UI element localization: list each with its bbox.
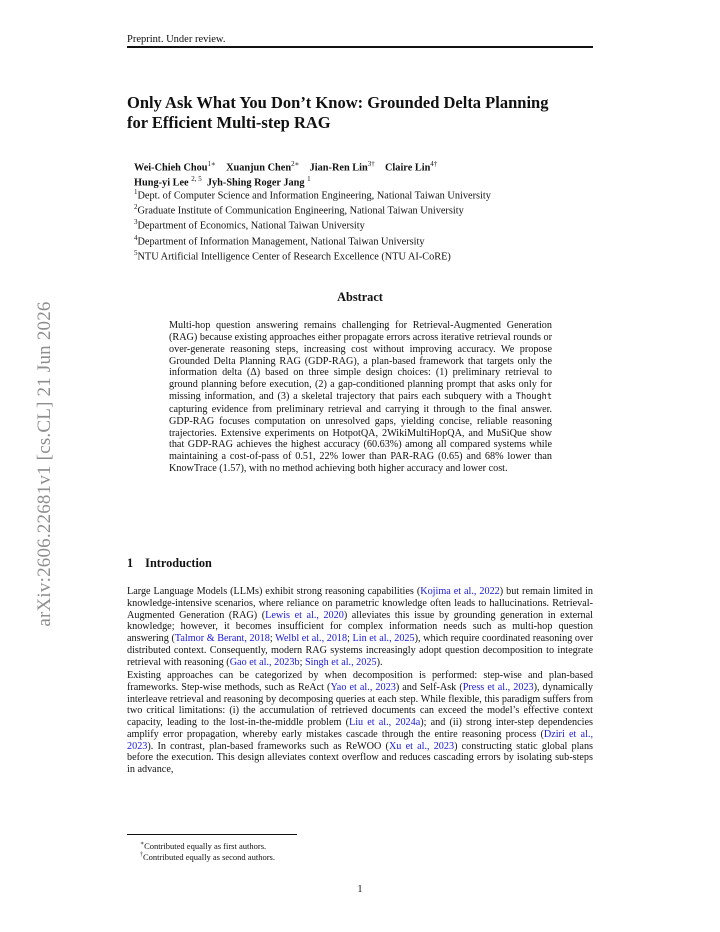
affiliation-number: 2 xyxy=(134,203,138,212)
body-text: ) alleviates this issue by grounding generation in external knowledge; however, it becomes insufficient for complex information needs such as multi-hop question answering ( xyxy=(127,609,593,644)
author-name: Claire Lin xyxy=(385,162,431,174)
affiliation-number: 5 xyxy=(134,248,138,257)
affiliation-text: Department of Economics, National Taiwan University xyxy=(137,220,365,232)
author-mark: 2, 5 xyxy=(191,174,202,183)
abstract-text: capturing evidence from preliminary retrieval and carrying it through to the final answer. GDP-RAG focuses computation on unresolved gaps, yielding concise, reliable reasoning trajectories. Extensive experiments on HotpotQA, 2WikiMultiHopQA, and MuSiQue show that GDP-RAG achieves the highest accuracy (60.63%) among all compared systems while maintaining a cost-of-pass of 0.51, 22% lower than PAR-RAG (0.65) and 68% lower than KnowTrace (1.57), with no method achieving both higher accuracy and lower cost. xyxy=(169,403,552,475)
author-mark: 1 xyxy=(307,174,311,183)
body-text: ) and Self-Ask ( xyxy=(395,681,463,693)
citation-link[interactable]: Lewis et al., 2020 xyxy=(265,609,344,621)
author-name: Jian-Ren Lin xyxy=(309,162,368,174)
body-text: ); and (ii) strong inter-step dependencies amplify error propagation, whereby early mistakes cascade through the entire reasoning process ( xyxy=(127,717,593,740)
body-text: ) constructing static global plans before the execution. This design alleviates context overflow and reduces cascading errors by isolating sub-steps in advance, xyxy=(127,740,593,775)
citation-link[interactable]: Yao et al., 2023 xyxy=(330,681,396,693)
footnote xyxy=(140,850,275,862)
running-header: Preprint. Under review. xyxy=(127,34,226,45)
body-text: ), which require coordinated reasoning over distributed context. Consequently, modern RAG systems increasingly adopt question decomposition to integrate retrieval with reasoning ( xyxy=(127,633,593,668)
citation-link[interactable]: Kojima et al., 2022 xyxy=(420,586,500,597)
author-name: Jyh-Shing Roger Jang xyxy=(206,177,305,189)
abstract-heading: Abstract xyxy=(337,290,383,304)
citation-link[interactable]: Liu et al., 2024a xyxy=(348,717,421,728)
body-text: ; xyxy=(299,656,305,668)
section-title: Introduction xyxy=(145,556,212,570)
abstract-code-term: Thought xyxy=(515,392,552,403)
intro-paragraph-2 xyxy=(127,670,593,776)
footnote-rule xyxy=(127,834,297,835)
author-mark: 4† xyxy=(430,160,438,168)
author-list xyxy=(134,159,437,189)
title-line-1: Only Ask What You Don’t Know: Grounded Delta Planning xyxy=(127,93,549,112)
footnote-text: Contributed equally as second authors. xyxy=(143,851,275,862)
author-name: Xuanjun Chen xyxy=(226,162,292,174)
page-number: 1 xyxy=(357,884,363,895)
citation-link[interactable]: Singh et al., 2025 xyxy=(304,656,377,668)
citation-link[interactable]: Gao et al., 2023b xyxy=(229,656,300,668)
body-text: ). In contrast, plan-based frameworks such as ReWOO ( xyxy=(147,740,389,752)
citation-link[interactable]: Press et al., 2023 xyxy=(462,681,534,693)
footnote-mark: † xyxy=(140,852,143,858)
abstract-text: Multi-hop question answering remains challenging for Retrieval-Augmented Generation (RAG) because existing approaches either propagate errors across iterative retrieval rounds or over-generate reasoning steps, increasing cost without improving accuracy. We propose Grounded Delta Planning RAG (GDP-RAG), a plan-based framework that targets only the information delta (Δ) based on three simple design choices: (1) preliminary retrieval to ground planning before execution, (2) a gap-conditioned planning prompt that asks only for missing information, and (3) a skeletal trajectory that pairs each subquery with a xyxy=(169,320,552,403)
abstract-body xyxy=(169,320,552,475)
title-line-2: for Efficient Multi-step RAG xyxy=(127,113,331,132)
citation-link[interactable]: Welbl et al., 2018 xyxy=(275,633,348,644)
body-text: Large Language Models (LLMs) exhibit strong reasoning capabilities ( xyxy=(127,586,421,597)
affiliation-text: Department of Information Management, National Taiwan University xyxy=(137,236,425,248)
body-text: ; xyxy=(347,633,353,644)
section-heading xyxy=(127,556,212,571)
author-mark: 2∗ xyxy=(291,160,300,168)
intro-paragraph-1 xyxy=(127,586,593,668)
affiliation-text: Dept. of Computer Science and Information Engineering, National Taiwan University xyxy=(137,190,491,202)
author-mark: 1∗ xyxy=(207,160,216,168)
section-number: 1 xyxy=(127,556,134,570)
affiliation-item xyxy=(134,248,491,263)
footnote-mark: ∗ xyxy=(140,841,145,847)
body-text: ). xyxy=(376,656,383,668)
body-text: ; xyxy=(269,633,276,644)
affiliation-text: Graduate Institute of Communication Engineering, National Taiwan University xyxy=(137,205,464,217)
affiliation-item xyxy=(134,217,491,232)
header-rule xyxy=(127,46,593,48)
affiliation-text: NTU Artificial Intelligence Center of Research Excellence (NTU AI-CoRE) xyxy=(137,251,451,263)
body-text: ) but remain limited in knowledge-intensive scenarios, where reliance on parametric knowledge often leads to hallucinations. Retrieval-Augmented Generation (RAG) ( xyxy=(127,586,593,621)
affiliation-number: 1 xyxy=(134,188,138,196)
body-text: Existing approaches can be categorized by when decomposition is performed: step-wise and plan-based frameworks. Step-wise methods, such as ReAct ( xyxy=(127,670,593,693)
paper-title xyxy=(127,93,607,133)
citation-link[interactable]: Xu et al., 2023 xyxy=(388,740,455,752)
affiliation-item xyxy=(134,233,491,248)
body-text: ), dynamically interleave retrieval and reasoning by decomposing queries at each step. While flexible, this paradigm suffers from two critical limitations: (i) the accumulation of retrieved documents can exceed the model’s effective context capacity, leading to the lost-in-the-middle problem ( xyxy=(127,681,594,728)
author-name: Hung-yi Lee xyxy=(134,177,189,189)
affiliation-item xyxy=(134,187,491,202)
author-mark: 3† xyxy=(367,160,375,168)
affiliation-number: 3 xyxy=(134,218,138,227)
author-name: Wei-Chieh Chou xyxy=(134,162,208,174)
affiliation-item xyxy=(134,202,491,217)
citation-link[interactable]: Dziri et al., 2023 xyxy=(127,728,593,752)
footnote-text: Contributed equally as first authors. xyxy=(144,840,267,851)
citation-link[interactable]: Lin et al., 2025 xyxy=(352,633,415,644)
arxiv-identifier-stamp: arXiv:2606.22681v1 [cs.CL] 21 Jun 2026 xyxy=(34,301,55,627)
author-line-1 xyxy=(134,159,437,174)
citation-link[interactable]: Talmor & Berant, 2018 xyxy=(174,633,270,644)
affiliation-list xyxy=(134,187,491,263)
affiliation-number: 4 xyxy=(134,233,138,242)
